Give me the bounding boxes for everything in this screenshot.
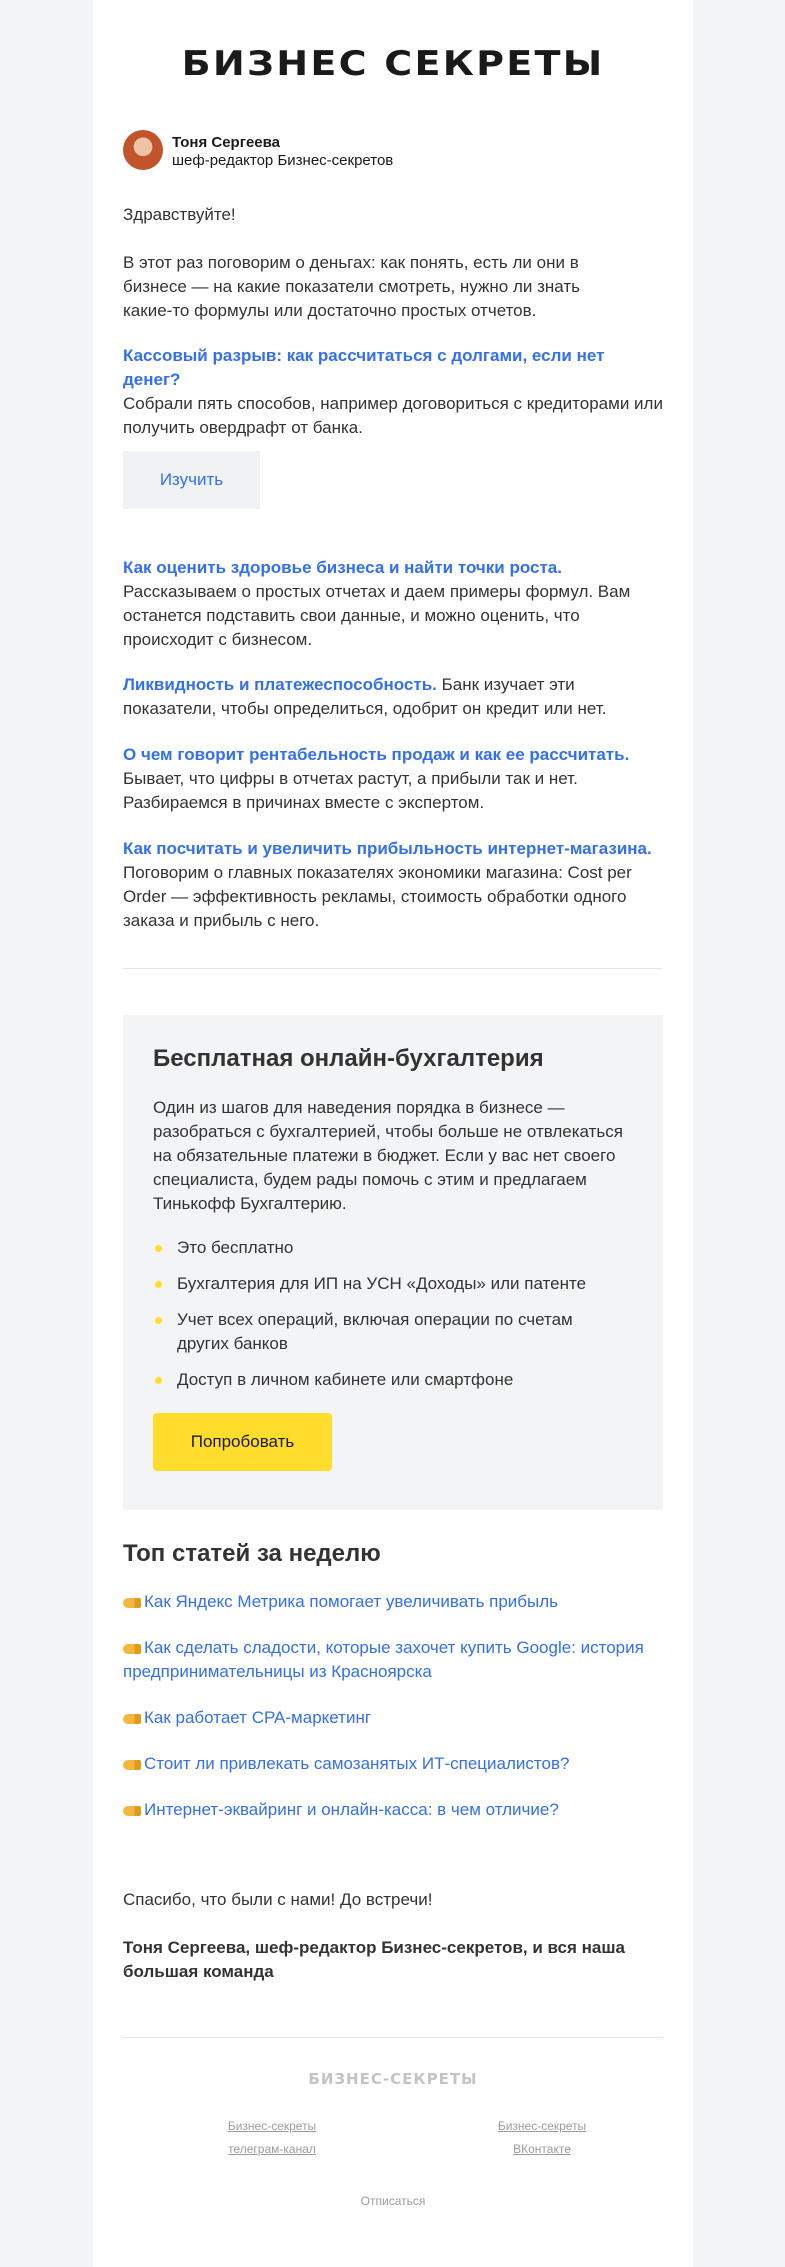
article-link[interactable]: Как посчитать и увеличить прибыльность интернет-магазина.: [123, 839, 652, 858]
lead-article-text: Собрали пять способов, например договориться с кредиторами или получить овердрафт от банка.: [123, 394, 663, 437]
intro-text: В этот раз поговорим о деньгах: как понять, есть ли они в бизнесе — на какие показатели смотреть, нужно ли знать какие-то формулы или достаточно простых отчетов.: [123, 253, 580, 320]
lead-article: [123, 344, 663, 440]
try-button[interactable]: Попробовать: [153, 1413, 332, 1471]
article-text: Бывает, что цифры в отчетах растут, а прибыли так и нет. Разбираемся в причинах вместе с экспертом.: [123, 769, 578, 812]
author-role: шеф-редактор Бизнес-секретов: [172, 152, 394, 169]
bullet-text: Доступ в личном кабинете или смартфоне: [177, 1370, 514, 1389]
lead-article-link[interactable]: Кассовый разрыв: как рассчитаться с долгами, если нет денег?: [123, 346, 605, 389]
bullet-dot-icon: [155, 1377, 162, 1384]
bullet-dot-icon: [155, 1281, 162, 1288]
promo-block: [123, 1015, 663, 1510]
divider: [123, 968, 663, 969]
article-link[interactable]: О чем говорит рентабельность продаж и как ее рассчитать.: [123, 745, 630, 764]
bullet-text: Учет всех операций, включая операции по счетам других банков: [177, 1310, 573, 1353]
email-sheet: [93, 0, 693, 2267]
article-item: [123, 837, 663, 933]
promo-bullet: [153, 1368, 647, 1392]
pointing-hand-icon: [123, 1714, 141, 1724]
top-article-link[interactable]: Как сделать сладости, которые захочет купить Google: история предпринимательницы из Красноярска: [123, 1638, 644, 1681]
promo-bullet: [153, 1272, 647, 1296]
study-button[interactable]: Изучить: [123, 451, 260, 509]
article-item: [123, 673, 623, 721]
promo-bullet: [153, 1236, 647, 1260]
article-link[interactable]: Как оценить здоровье бизнеса и найти точки роста.: [123, 558, 562, 577]
footer-vk-link[interactable]: Бизнес-секреты ВКонтакте: [497, 2119, 587, 2156]
top-article-link[interactable]: Стоит ли привлекать самозанятых ИТ-специалистов?: [123, 1752, 663, 1776]
article-item: [123, 743, 648, 815]
pointing-hand-icon: [123, 1644, 141, 1654]
pointing-hand-icon: [123, 1598, 141, 1608]
pointing-hand-icon: [123, 1806, 141, 1816]
top-article-link[interactable]: Как Яндекс Метрика помогает увеличивать прибыль: [123, 1590, 663, 1614]
top-article-link[interactable]: Интернет-эквайринг и онлайн-касса: в чем отличие?: [123, 1798, 663, 1822]
closing-thanks: Спасибо, что были с нами! До встречи!: [123, 1890, 433, 1909]
greeting: Здравствуйте!: [123, 205, 236, 224]
bullet-dot-icon: [155, 1317, 162, 1324]
promo-title: Бесплатная онлайн-бухгалтерия: [153, 1045, 544, 1072]
footer-telegram-link[interactable]: Бизнес-секреты телеграм-канал: [227, 2119, 317, 2156]
bullet-text: Бухгалтерия для ИП на УСН «Доходы» или патенте: [177, 1274, 587, 1293]
top-articles-title: Топ статей за неделю: [123, 1540, 381, 1567]
article-text: Банк изучает эти показатели, чтобы определиться, одобрит он кредит или нет.: [123, 675, 607, 718]
unsubscribe-link[interactable]: Отписаться: [360, 2194, 426, 2208]
article-item: [123, 556, 643, 652]
bullet-dot-icon: [155, 1245, 162, 1252]
pointing-hand-icon: [123, 1760, 141, 1770]
author-name: Тоня Сергеева: [172, 134, 280, 151]
avatar: [123, 130, 163, 170]
closing-signature: Тоня Сергеева, шеф-редактор Бизнес-секретов, и вся наша большая команда: [123, 1938, 625, 1981]
bullet-text: Это бесплатно: [177, 1238, 294, 1257]
article-text: Рассказываем о простых отчетах и даем примеры формул. Вам останется подставить свои данные, и можно оценить, что происходит с бизнесом.: [123, 582, 631, 649]
article-link[interactable]: Ликвидность и платежеспособность.: [123, 675, 437, 694]
promo-text: Один из шагов для наведения порядка в бизнесе — разобраться с бухгалтерией, чтобы больше не отвлекаться на обязательные платежи в бюджет. Если у вас нет своего специалиста, будем рады помочь с этим и предлагаем Тинькофф Бухгалтерию.: [153, 1098, 623, 1213]
promo-bullet: [153, 1308, 597, 1356]
top-article-link[interactable]: Как работает CPA-маркетинг: [123, 1706, 663, 1730]
article-text: Поговорим о главных показателях экономики магазина: Cost per Order — эффективность рекламы, стоимость обработки одного заказа и прибыль с него.: [123, 863, 632, 930]
footer-brand: БИЗНЕС-СЕКРЕТЫ: [308, 2070, 478, 2088]
brand-logo: БИЗНЕС СЕКРЕТЫ: [181, 44, 605, 84]
divider: [123, 2037, 663, 2038]
